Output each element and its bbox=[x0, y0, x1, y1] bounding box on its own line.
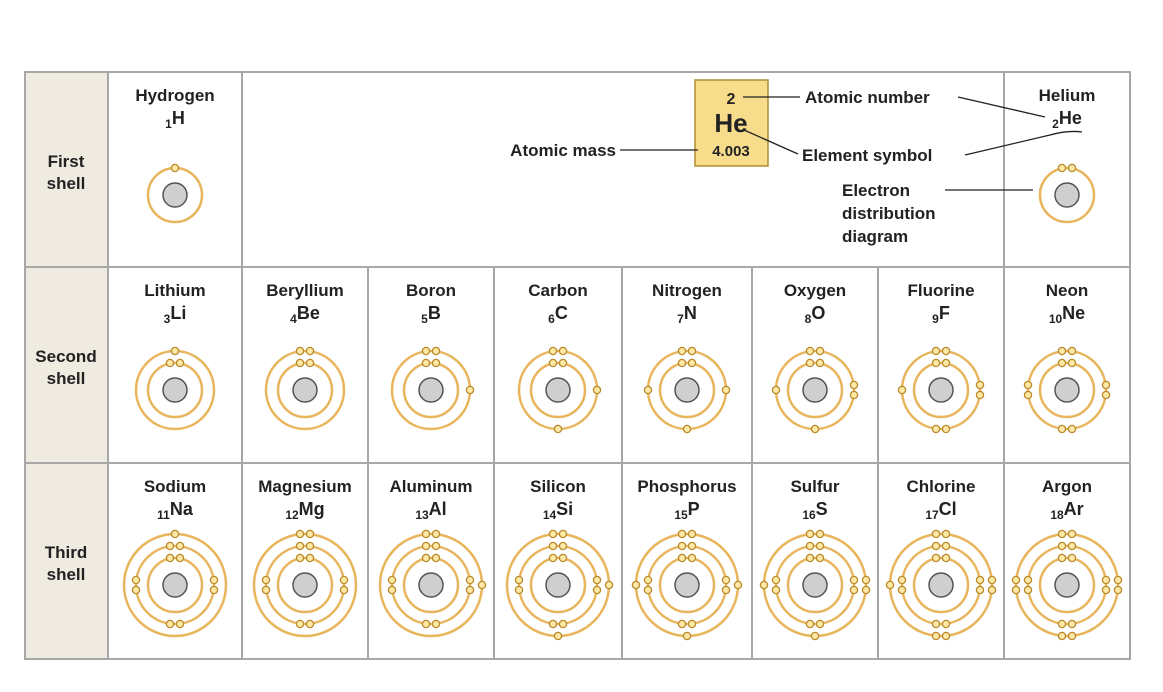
element-notation bbox=[548, 303, 568, 326]
nucleus bbox=[803, 573, 827, 597]
electron bbox=[688, 620, 695, 627]
electron bbox=[422, 530, 429, 537]
electron bbox=[340, 586, 347, 593]
electron bbox=[942, 620, 949, 627]
electron bbox=[760, 581, 767, 588]
electron bbox=[806, 620, 813, 627]
electron bbox=[862, 576, 869, 583]
electron bbox=[942, 632, 949, 639]
electron bbox=[932, 425, 939, 432]
element-notation bbox=[1050, 499, 1083, 522]
electron bbox=[1058, 425, 1065, 432]
element-symbol: N bbox=[683, 303, 697, 323]
element-name: Lithium bbox=[144, 281, 206, 300]
electron bbox=[262, 576, 269, 583]
atomic-mass-label: Atomic mass bbox=[510, 141, 616, 160]
electron bbox=[976, 586, 983, 593]
element-symbol: F bbox=[938, 303, 950, 323]
electron bbox=[644, 576, 651, 583]
atomic-number-subscript: 4 bbox=[290, 312, 297, 326]
atomic-number-label: Atomic number bbox=[805, 88, 930, 107]
electron bbox=[296, 542, 303, 549]
row-label-first-line1: First bbox=[47, 152, 85, 171]
electron bbox=[262, 586, 269, 593]
electron bbox=[772, 576, 779, 583]
electron bbox=[1058, 164, 1065, 171]
electron bbox=[1102, 586, 1109, 593]
electron bbox=[932, 347, 939, 354]
legend-key bbox=[510, 80, 1082, 246]
atomic-number-subscript: 15 bbox=[674, 508, 688, 522]
electron bbox=[176, 542, 183, 549]
electron bbox=[678, 347, 685, 354]
element-name: Phosphorus bbox=[637, 477, 737, 496]
element-cell-argon bbox=[1012, 477, 1121, 640]
electron bbox=[811, 632, 818, 639]
electron bbox=[678, 554, 685, 561]
electron bbox=[850, 391, 857, 398]
key-element-symbol: He bbox=[714, 108, 748, 138]
leader-helium-symbol bbox=[965, 131, 1082, 155]
element-cell-helium bbox=[1039, 86, 1096, 222]
element-name: Beryllium bbox=[266, 281, 344, 300]
element-cell-neon bbox=[1024, 281, 1109, 433]
electron bbox=[942, 359, 949, 366]
element-symbol: H bbox=[171, 108, 185, 128]
electron bbox=[1058, 632, 1065, 639]
electron bbox=[678, 359, 685, 366]
electron bbox=[1024, 586, 1031, 593]
electron bbox=[388, 576, 395, 583]
electron bbox=[166, 620, 173, 627]
electron bbox=[1024, 381, 1031, 388]
electron bbox=[722, 586, 729, 593]
element-symbol: Mg bbox=[298, 499, 325, 519]
atomic-number-subscript: 7 bbox=[677, 312, 684, 326]
element-notation bbox=[285, 499, 324, 522]
electron bbox=[296, 554, 303, 561]
nucleus bbox=[163, 378, 187, 402]
electron bbox=[678, 620, 685, 627]
electron bbox=[722, 576, 729, 583]
electron bbox=[1114, 576, 1121, 583]
electron bbox=[296, 359, 303, 366]
element-notation bbox=[543, 499, 573, 522]
element-notation bbox=[674, 499, 699, 522]
electron bbox=[1024, 576, 1031, 583]
atomic-number-subscript: 11 bbox=[157, 508, 170, 522]
electron bbox=[132, 586, 139, 593]
electron bbox=[932, 620, 939, 627]
electron bbox=[306, 530, 313, 537]
atomic-number-subscript: 3 bbox=[163, 312, 171, 326]
electron bbox=[210, 586, 217, 593]
electron bbox=[688, 542, 695, 549]
element-notation bbox=[157, 499, 194, 522]
atomic-number-subscript: 5 bbox=[421, 312, 428, 326]
electron bbox=[932, 542, 939, 549]
electron bbox=[1058, 554, 1065, 561]
electron bbox=[176, 620, 183, 627]
electron bbox=[772, 386, 779, 393]
electron bbox=[432, 620, 439, 627]
electron bbox=[988, 586, 995, 593]
electron bbox=[166, 554, 173, 561]
element-cell-fluorine bbox=[898, 281, 983, 433]
electron bbox=[1068, 542, 1075, 549]
row-label-second-line1: Second bbox=[35, 347, 97, 366]
electron bbox=[549, 359, 556, 366]
electron bbox=[850, 586, 857, 593]
nucleus bbox=[163, 183, 187, 207]
atomic-number-subscript: 2 bbox=[1052, 117, 1059, 131]
nucleus bbox=[803, 378, 827, 402]
electron bbox=[942, 347, 949, 354]
nucleus bbox=[293, 378, 317, 402]
electron bbox=[683, 632, 690, 639]
electron-diagram-label-line3: diagram bbox=[842, 227, 909, 246]
electron bbox=[515, 586, 522, 593]
element-notation bbox=[415, 499, 446, 522]
element-symbol: C bbox=[554, 303, 568, 323]
electron bbox=[559, 530, 566, 537]
element-cell-chlorine bbox=[886, 477, 995, 640]
electron bbox=[942, 554, 949, 561]
electron bbox=[432, 554, 439, 561]
electron bbox=[176, 554, 183, 561]
electron bbox=[432, 530, 439, 537]
element-cell-carbon bbox=[519, 281, 601, 433]
electron bbox=[432, 542, 439, 549]
electron bbox=[559, 620, 566, 627]
electron bbox=[942, 425, 949, 432]
electron bbox=[306, 554, 313, 561]
electron bbox=[466, 586, 473, 593]
electron bbox=[688, 530, 695, 537]
atomic-number-subscript: 1 bbox=[165, 117, 172, 131]
electron bbox=[644, 586, 651, 593]
electron bbox=[340, 576, 347, 583]
atomic-number-subscript: 16 bbox=[802, 508, 816, 522]
electron bbox=[816, 359, 823, 366]
element-symbol: He bbox=[1058, 108, 1082, 128]
electron bbox=[306, 347, 313, 354]
electron bbox=[898, 386, 905, 393]
electron bbox=[559, 347, 566, 354]
atomic-number-subscript: 9 bbox=[932, 312, 939, 326]
nucleus bbox=[675, 573, 699, 597]
element-name: Sulfur bbox=[790, 477, 840, 496]
atomic-number-subscript: 8 bbox=[804, 312, 812, 326]
electron-diagram-label-line2: distribution bbox=[842, 204, 936, 223]
element-cell-sulfur bbox=[760, 477, 869, 640]
element-notation bbox=[1052, 108, 1082, 131]
electron bbox=[816, 347, 823, 354]
electron bbox=[171, 164, 178, 171]
electron bbox=[171, 530, 178, 537]
electron bbox=[886, 581, 893, 588]
electron bbox=[1068, 620, 1075, 627]
electron-diagram-label-line1: Electron bbox=[842, 181, 911, 200]
electron bbox=[811, 425, 818, 432]
electron bbox=[1068, 425, 1075, 432]
element-notation bbox=[805, 303, 826, 326]
electron bbox=[132, 576, 139, 583]
electron bbox=[898, 576, 905, 583]
element-symbol: Ne bbox=[1062, 303, 1086, 323]
electron bbox=[1012, 586, 1019, 593]
electron bbox=[816, 530, 823, 537]
nucleus bbox=[293, 573, 317, 597]
electron bbox=[942, 530, 949, 537]
electron bbox=[806, 359, 813, 366]
element-notation bbox=[677, 303, 697, 326]
electron bbox=[549, 554, 556, 561]
element-name: Silicon bbox=[530, 477, 586, 496]
row-label-second-line2: shell bbox=[46, 369, 86, 388]
electron bbox=[166, 542, 173, 549]
key-atomic-number: 2 bbox=[726, 91, 736, 108]
electron bbox=[1058, 542, 1065, 549]
electron bbox=[593, 586, 600, 593]
electron bbox=[306, 620, 313, 627]
electron bbox=[559, 554, 566, 561]
electron bbox=[898, 586, 905, 593]
electron bbox=[862, 586, 869, 593]
electron bbox=[688, 359, 695, 366]
atomic-number-subscript: 18 bbox=[1050, 508, 1064, 522]
electron bbox=[422, 554, 429, 561]
electron bbox=[806, 542, 813, 549]
atomic-number-subscript: 17 bbox=[925, 508, 939, 522]
electron bbox=[1068, 632, 1075, 639]
electron bbox=[816, 554, 823, 561]
electron bbox=[171, 347, 178, 354]
electron bbox=[976, 576, 983, 583]
element-name: Carbon bbox=[528, 281, 588, 300]
electron bbox=[422, 620, 429, 627]
element-symbol: S bbox=[815, 499, 828, 519]
electron bbox=[932, 632, 939, 639]
electron bbox=[422, 359, 429, 366]
electron bbox=[816, 542, 823, 549]
electron bbox=[549, 620, 556, 627]
electron bbox=[1102, 381, 1109, 388]
leader-helium-number bbox=[958, 97, 1045, 117]
element-symbol: Li bbox=[170, 303, 187, 323]
element-symbol: Na bbox=[169, 499, 193, 519]
element-notation bbox=[932, 303, 950, 326]
electron bbox=[1068, 359, 1075, 366]
electron bbox=[632, 581, 639, 588]
nucleus bbox=[675, 378, 699, 402]
electron bbox=[1102, 576, 1109, 583]
electron bbox=[1068, 164, 1075, 171]
element-name: Hydrogen bbox=[135, 86, 215, 105]
nucleus bbox=[419, 573, 443, 597]
nucleus bbox=[1055, 378, 1079, 402]
electron bbox=[1058, 530, 1065, 537]
electron bbox=[605, 581, 612, 588]
element-cell-aluminum bbox=[380, 477, 486, 636]
element-name: Boron bbox=[405, 281, 457, 300]
atomic-number-subscript: 14 bbox=[542, 508, 557, 522]
atomic-number-subscript: 6 bbox=[548, 312, 555, 326]
electron bbox=[1102, 391, 1109, 398]
element-cell-lithium bbox=[136, 281, 214, 429]
element-symbol: Al bbox=[428, 499, 447, 519]
electron bbox=[688, 347, 695, 354]
electron bbox=[1068, 347, 1075, 354]
atomic-number-subscript: 12 bbox=[285, 508, 299, 522]
element-cell-oxygen bbox=[772, 281, 857, 433]
electron bbox=[210, 576, 217, 583]
key-atomic-mass: 4.003 bbox=[712, 143, 750, 160]
nucleus bbox=[419, 378, 443, 402]
electron bbox=[976, 391, 983, 398]
electron bbox=[806, 347, 813, 354]
element-symbol: Be bbox=[296, 303, 320, 323]
electron bbox=[976, 381, 983, 388]
nucleus bbox=[929, 378, 953, 402]
electron bbox=[422, 542, 429, 549]
electron bbox=[678, 530, 685, 537]
element-symbol: O bbox=[811, 303, 826, 323]
element-cell-nitrogen bbox=[644, 281, 729, 433]
electron bbox=[1024, 391, 1031, 398]
element-cell-sodium bbox=[124, 477, 226, 636]
element-name: Aluminum bbox=[389, 477, 473, 496]
element-notation bbox=[164, 303, 187, 326]
electron bbox=[942, 542, 949, 549]
electron bbox=[388, 586, 395, 593]
nucleus bbox=[929, 573, 953, 597]
electron bbox=[466, 576, 473, 583]
electron bbox=[593, 386, 600, 393]
electron bbox=[306, 359, 313, 366]
nucleus bbox=[1055, 183, 1079, 207]
element-name: Argon bbox=[1041, 477, 1093, 496]
element-notation bbox=[421, 303, 441, 326]
element-name: Chlorine bbox=[906, 477, 976, 496]
element-symbol-label: Element symbol bbox=[802, 146, 933, 165]
electron bbox=[932, 530, 939, 537]
electron bbox=[1058, 347, 1065, 354]
electron bbox=[683, 425, 690, 432]
element-cell-silicon bbox=[507, 477, 613, 640]
element-symbol: B bbox=[427, 303, 441, 323]
element-name: Magnesium bbox=[258, 477, 352, 496]
electron bbox=[850, 381, 857, 388]
element-symbol: Si bbox=[556, 499, 574, 519]
element-cell-magnesium bbox=[254, 477, 356, 636]
electron bbox=[478, 581, 485, 588]
electron bbox=[734, 581, 741, 588]
atomic-number-subscript: 10 bbox=[1048, 312, 1063, 326]
electron bbox=[296, 620, 303, 627]
electron bbox=[806, 530, 813, 537]
electron bbox=[554, 425, 561, 432]
electron bbox=[166, 359, 173, 366]
nucleus bbox=[546, 573, 570, 597]
atomic-number-subscript: 13 bbox=[415, 508, 429, 522]
electron bbox=[176, 359, 183, 366]
row-label-third-line1: Third bbox=[44, 543, 88, 562]
electron bbox=[1058, 359, 1065, 366]
electron bbox=[1114, 586, 1121, 593]
electron bbox=[549, 542, 556, 549]
electron bbox=[806, 554, 813, 561]
electron bbox=[988, 576, 995, 583]
element-notation bbox=[925, 499, 956, 522]
electron bbox=[688, 554, 695, 561]
element-cell-boron bbox=[392, 281, 474, 429]
element-name: Sodium bbox=[143, 477, 207, 496]
electron bbox=[549, 530, 556, 537]
electron bbox=[932, 359, 939, 366]
electron bbox=[306, 542, 313, 549]
electron bbox=[1012, 576, 1019, 583]
electron bbox=[432, 359, 439, 366]
electron bbox=[296, 530, 303, 537]
element-name: Oxygen bbox=[783, 281, 847, 300]
element-name: Nitrogen bbox=[652, 281, 722, 300]
electron bbox=[644, 386, 651, 393]
element-symbol: Cl bbox=[938, 499, 957, 519]
element-cell-beryllium bbox=[266, 281, 344, 429]
electron bbox=[850, 576, 857, 583]
key-leader-lines bbox=[620, 97, 1082, 190]
electron bbox=[559, 542, 566, 549]
nucleus bbox=[546, 378, 570, 402]
element-notation bbox=[1049, 303, 1085, 326]
electron bbox=[678, 542, 685, 549]
element-symbol: Ar bbox=[1063, 499, 1084, 519]
electron bbox=[559, 359, 566, 366]
electron bbox=[466, 386, 473, 393]
electron bbox=[296, 347, 303, 354]
element-symbol: P bbox=[687, 499, 700, 519]
electron bbox=[1068, 554, 1075, 561]
element-cell-phosphorus bbox=[632, 477, 741, 640]
electron bbox=[432, 347, 439, 354]
nucleus bbox=[163, 573, 187, 597]
element-name: Fluorine bbox=[907, 281, 975, 300]
nucleus bbox=[1055, 573, 1079, 597]
element-notation bbox=[290, 303, 320, 326]
row-label-third-line2: shell bbox=[46, 565, 86, 584]
electron bbox=[593, 576, 600, 583]
electron bbox=[1058, 620, 1065, 627]
electron bbox=[554, 632, 561, 639]
electron bbox=[772, 586, 779, 593]
electron bbox=[515, 576, 522, 583]
element-cell-hydrogen bbox=[135, 86, 214, 222]
element-name: Helium bbox=[1038, 86, 1096, 105]
electron bbox=[422, 347, 429, 354]
electron bbox=[1068, 530, 1075, 537]
electron bbox=[722, 386, 729, 393]
element-notation bbox=[165, 108, 185, 131]
row-label-first-line2: shell bbox=[46, 174, 86, 193]
electron bbox=[549, 347, 556, 354]
element-notation bbox=[802, 499, 827, 522]
element-name: Neon bbox=[1045, 281, 1089, 300]
electron bbox=[932, 554, 939, 561]
electron bbox=[816, 620, 823, 627]
